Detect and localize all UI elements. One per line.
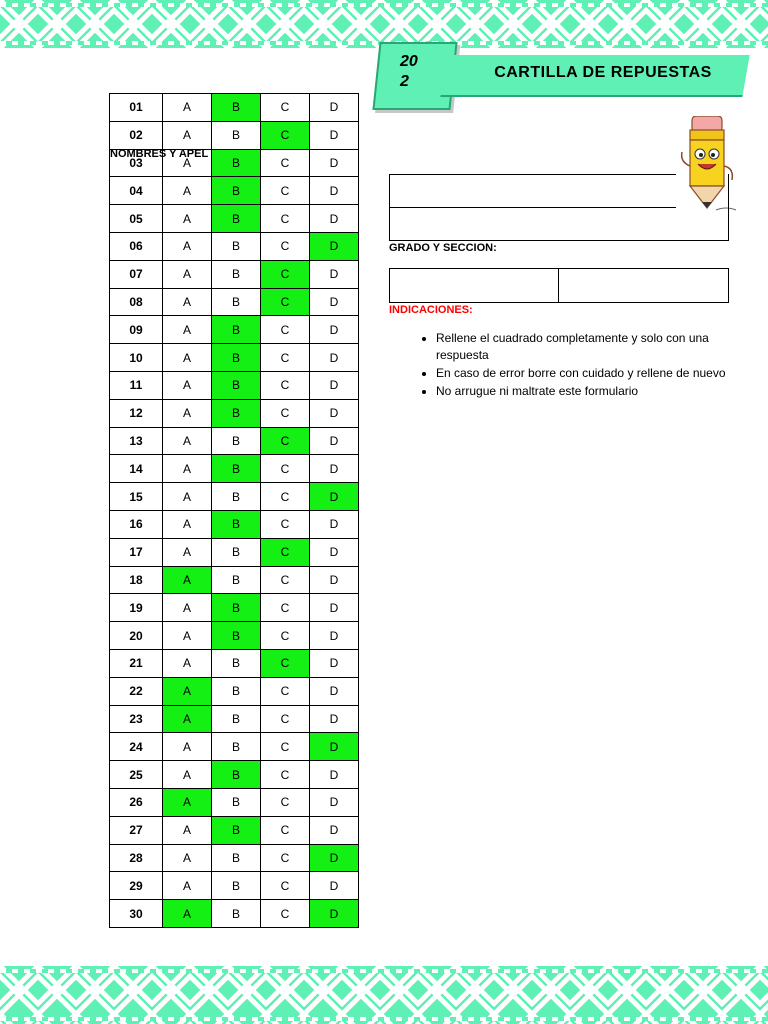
option-b-cell[interactable]: B xyxy=(212,260,261,288)
question-number: 03 xyxy=(110,149,163,177)
question-number: 24 xyxy=(110,733,163,761)
option-a-cell[interactable]: A xyxy=(163,483,212,511)
indicacion-item: • En caso de error borre con cuidado y rellene de nuevo xyxy=(436,365,736,382)
option-a-cell[interactable]: A xyxy=(163,427,212,455)
option-c-cell[interactable]: C xyxy=(261,705,310,733)
option-b-cell[interactable]: B xyxy=(212,344,261,372)
option-d-cell[interactable]: D xyxy=(310,455,359,483)
answer-row xyxy=(110,788,359,816)
indicaciones-list xyxy=(412,330,736,401)
question-number: 18 xyxy=(110,566,163,594)
option-b-cell[interactable]: B xyxy=(212,566,261,594)
option-d-cell[interactable]: D xyxy=(310,705,359,733)
answer-row xyxy=(110,483,359,511)
option-b-cell[interactable]: B xyxy=(212,510,261,538)
answer-row xyxy=(110,816,359,844)
answer-table xyxy=(109,93,359,928)
answer-row xyxy=(110,177,359,205)
option-a-cell[interactable]: A xyxy=(163,232,212,260)
question-number: 28 xyxy=(110,844,163,872)
option-a-cell[interactable]: A xyxy=(163,816,212,844)
question-number: 06 xyxy=(110,232,163,260)
option-d-cell[interactable]: D xyxy=(310,733,359,761)
question-number: 27 xyxy=(110,816,163,844)
page-title: CARTILLA DE REPUESTAS xyxy=(494,64,712,81)
answer-row xyxy=(110,510,359,538)
option-d-cell[interactable]: D xyxy=(310,483,359,511)
option-d-cell[interactable]: D xyxy=(310,205,359,233)
option-d-cell[interactable]: D xyxy=(310,94,359,122)
option-b-cell[interactable]: B xyxy=(212,733,261,761)
nombres-line-2 xyxy=(390,207,676,208)
option-a-cell[interactable]: A xyxy=(163,649,212,677)
option-a-cell[interactable]: A xyxy=(163,371,212,399)
option-c-cell[interactable]: C xyxy=(261,232,310,260)
option-c-cell[interactable]: C xyxy=(261,788,310,816)
option-b-cell[interactable]: B xyxy=(212,399,261,427)
answer-row xyxy=(110,566,359,594)
question-number: 20 xyxy=(110,622,163,650)
option-c-cell[interactable]: C xyxy=(261,149,310,177)
option-d-cell[interactable]: D xyxy=(310,399,359,427)
option-d-cell[interactable]: D xyxy=(310,816,359,844)
option-b-cell[interactable]: B xyxy=(212,538,261,566)
option-b-cell[interactable]: B xyxy=(212,316,261,344)
option-b-cell[interactable]: B xyxy=(212,94,261,122)
question-number: 08 xyxy=(110,288,163,316)
option-d-cell[interactable]: D xyxy=(310,232,359,260)
option-c-cell[interactable]: C xyxy=(261,649,310,677)
option-a-cell[interactable]: A xyxy=(163,260,212,288)
option-c-cell[interactable]: C xyxy=(261,205,310,233)
option-c-cell[interactable]: C xyxy=(261,900,310,928)
option-a-cell[interactable]: A xyxy=(163,94,212,122)
question-number: 15 xyxy=(110,483,163,511)
indicacion-item: • No arrugue ni maltrate este formulario xyxy=(436,383,736,400)
question-number: 05 xyxy=(110,205,163,233)
option-c-cell[interactable]: C xyxy=(261,94,310,122)
option-c-cell[interactable]: C xyxy=(261,455,310,483)
option-d-cell[interactable]: D xyxy=(310,344,359,372)
option-a-cell[interactable]: A xyxy=(163,121,212,149)
question-number: 19 xyxy=(110,594,163,622)
option-d-cell[interactable]: D xyxy=(310,844,359,872)
option-b-cell[interactable]: B xyxy=(212,622,261,650)
option-c-cell[interactable]: C xyxy=(261,427,310,455)
option-b-cell[interactable]: B xyxy=(212,705,261,733)
option-c-cell[interactable]: C xyxy=(261,371,310,399)
option-c-cell[interactable]: C xyxy=(261,844,310,872)
answer-row xyxy=(110,316,359,344)
option-a-cell[interactable]: A xyxy=(163,844,212,872)
option-c-cell[interactable]: C xyxy=(261,510,310,538)
question-number: 04 xyxy=(110,177,163,205)
option-a-cell[interactable]: A xyxy=(163,733,212,761)
question-number: 26 xyxy=(110,788,163,816)
option-c-cell[interactable]: C xyxy=(261,177,310,205)
answer-row xyxy=(110,761,359,789)
answer-row xyxy=(110,427,359,455)
grado-label: GRADO Y SECCION: xyxy=(389,242,497,254)
option-d-cell[interactable]: D xyxy=(310,149,359,177)
option-d-cell[interactable]: D xyxy=(310,900,359,928)
option-a-cell[interactable]: A xyxy=(163,761,212,789)
option-d-cell[interactable]: D xyxy=(310,260,359,288)
option-a-cell[interactable]: A xyxy=(163,205,212,233)
option-a-cell[interactable]: A xyxy=(163,788,212,816)
option-b-cell[interactable]: B xyxy=(212,121,261,149)
answer-row xyxy=(110,677,359,705)
option-a-cell[interactable]: A xyxy=(163,344,212,372)
option-b-cell[interactable]: B xyxy=(212,677,261,705)
question-number: 07 xyxy=(110,260,163,288)
answer-row xyxy=(110,705,359,733)
top-decorative-band xyxy=(0,0,768,48)
question-number: 09 xyxy=(110,316,163,344)
option-c-cell[interactable]: C xyxy=(261,677,310,705)
question-number: 14 xyxy=(110,455,163,483)
option-b-cell[interactable]: B xyxy=(212,788,261,816)
option-a-cell[interactable]: A xyxy=(163,677,212,705)
option-a-cell[interactable]: A xyxy=(163,510,212,538)
question-number: 23 xyxy=(110,705,163,733)
nombres-field[interactable] xyxy=(389,174,729,241)
option-c-cell[interactable]: C xyxy=(261,344,310,372)
question-number: 02 xyxy=(110,121,163,149)
grado-seccion-divider xyxy=(558,269,559,302)
option-a-cell[interactable]: A xyxy=(163,705,212,733)
option-c-cell[interactable]: C xyxy=(261,761,310,789)
option-a-cell[interactable]: A xyxy=(163,594,212,622)
option-b-cell[interactable]: B xyxy=(212,761,261,789)
option-d-cell[interactable]: D xyxy=(310,788,359,816)
answer-row xyxy=(110,205,359,233)
question-number: 16 xyxy=(110,510,163,538)
option-c-cell[interactable]: C xyxy=(261,622,310,650)
answer-row xyxy=(110,538,359,566)
option-b-cell[interactable]: B xyxy=(212,288,261,316)
option-c-cell[interactable]: C xyxy=(261,260,310,288)
answer-row xyxy=(110,232,359,260)
question-number: 25 xyxy=(110,761,163,789)
option-b-cell[interactable]: B xyxy=(212,872,261,900)
option-c-cell[interactable]: C xyxy=(261,538,310,566)
option-b-cell[interactable]: B xyxy=(212,149,261,177)
option-c-cell[interactable]: C xyxy=(261,566,310,594)
question-number: 10 xyxy=(110,344,163,372)
answer-row xyxy=(110,872,359,900)
option-a-cell[interactable]: A xyxy=(163,288,212,316)
option-a-cell[interactable]: A xyxy=(163,455,212,483)
option-a-cell[interactable]: A xyxy=(163,177,212,205)
option-a-cell[interactable]: A xyxy=(163,316,212,344)
option-d-cell[interactable]: D xyxy=(310,566,359,594)
option-b-cell[interactable]: B xyxy=(212,455,261,483)
answer-row xyxy=(110,733,359,761)
option-d-cell[interactable]: D xyxy=(310,121,359,149)
answer-row xyxy=(110,260,359,288)
answer-row xyxy=(110,455,359,483)
option-d-cell[interactable]: D xyxy=(310,288,359,316)
answer-row xyxy=(110,344,359,372)
option-a-cell[interactable]: A xyxy=(163,622,212,650)
option-b-cell[interactable]: B xyxy=(212,900,261,928)
option-a-cell[interactable]: A xyxy=(163,149,212,177)
answer-row xyxy=(110,900,359,928)
option-b-cell[interactable]: B xyxy=(212,371,261,399)
option-b-cell[interactable]: B xyxy=(212,232,261,260)
option-c-cell[interactable]: C xyxy=(261,399,310,427)
answer-row xyxy=(110,649,359,677)
option-d-cell[interactable]: D xyxy=(310,371,359,399)
question-number: 21 xyxy=(110,649,163,677)
answer-row xyxy=(110,594,359,622)
bottom-decorative-band xyxy=(0,966,768,1024)
option-b-cell[interactable]: B xyxy=(212,816,261,844)
answer-row xyxy=(110,288,359,316)
option-c-cell[interactable]: C xyxy=(261,733,310,761)
option-a-cell[interactable]: A xyxy=(163,399,212,427)
option-b-cell[interactable]: B xyxy=(212,594,261,622)
option-a-cell[interactable]: A xyxy=(163,872,212,900)
answer-row xyxy=(110,622,359,650)
option-d-cell[interactable]: D xyxy=(310,427,359,455)
option-b-cell[interactable]: B xyxy=(212,844,261,872)
option-b-cell[interactable]: B xyxy=(212,205,261,233)
answer-row xyxy=(110,371,359,399)
option-d-cell[interactable]: D xyxy=(310,677,359,705)
answer-row xyxy=(110,121,359,149)
option-d-cell[interactable]: D xyxy=(310,510,359,538)
answer-row xyxy=(110,844,359,872)
option-c-cell[interactable]: C xyxy=(261,872,310,900)
option-b-cell[interactable]: B xyxy=(212,427,261,455)
option-d-cell[interactable]: D xyxy=(310,622,359,650)
answer-row xyxy=(110,94,359,122)
question-number: 17 xyxy=(110,538,163,566)
question-number: 30 xyxy=(110,900,163,928)
option-c-cell[interactable]: C xyxy=(261,288,310,316)
option-c-cell[interactable]: C xyxy=(261,316,310,344)
option-c-cell[interactable]: C xyxy=(261,121,310,149)
option-a-cell[interactable]: A xyxy=(163,900,212,928)
option-b-cell[interactable]: B xyxy=(212,177,261,205)
option-c-cell[interactable]: C xyxy=(261,483,310,511)
year-badge-text: 20 2 xyxy=(400,53,418,90)
option-c-cell[interactable]: C xyxy=(261,594,310,622)
option-d-cell[interactable]: D xyxy=(310,872,359,900)
indicacion-item: • Rellene el cuadrado completamente y solo con una respuesta xyxy=(436,330,736,364)
question-number: 22 xyxy=(110,677,163,705)
answer-row xyxy=(110,399,359,427)
option-d-cell[interactable]: D xyxy=(310,538,359,566)
option-d-cell[interactable]: D xyxy=(310,177,359,205)
nombres-line-1 xyxy=(390,174,676,175)
nombres-label: NOMBRES Y APEL xyxy=(110,148,209,160)
option-d-cell[interactable]: D xyxy=(310,316,359,344)
indicaciones-label: INDICACIONES: xyxy=(389,304,473,316)
option-d-cell[interactable]: D xyxy=(310,761,359,789)
option-d-cell[interactable]: D xyxy=(310,594,359,622)
question-number: 13 xyxy=(110,427,163,455)
option-d-cell[interactable]: D xyxy=(310,649,359,677)
question-number: 01 xyxy=(110,94,163,122)
grado-seccion-field[interactable] xyxy=(389,268,729,303)
question-number: 12 xyxy=(110,399,163,427)
option-a-cell[interactable]: A xyxy=(163,538,212,566)
option-b-cell[interactable]: B xyxy=(212,483,261,511)
question-number: 29 xyxy=(110,872,163,900)
question-number: 11 xyxy=(110,371,163,399)
option-b-cell[interactable]: B xyxy=(212,649,261,677)
option-a-cell[interactable]: A xyxy=(163,566,212,594)
option-c-cell[interactable]: C xyxy=(261,816,310,844)
